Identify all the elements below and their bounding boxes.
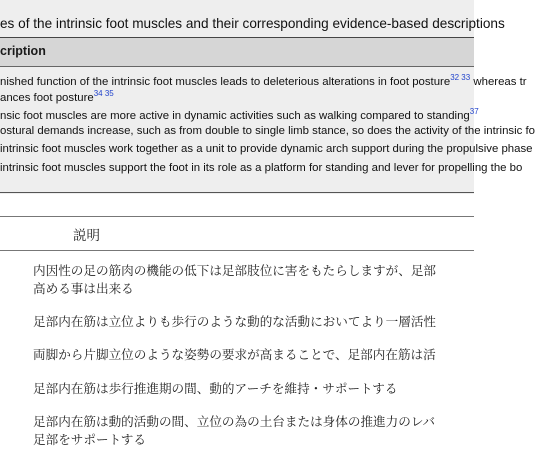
jp-table-row: 内因性の足の筋肉の機能の低下は足部肢位に害をもたらしますが、足部 高める事は出来る <box>33 263 436 296</box>
table-header-row <box>0 37 474 67</box>
jp-table-row: 足部内在筋は歩行推進期の間、動的アーチを維持・サポートする <box>33 381 398 396</box>
jp-header-rule <box>0 250 474 251</box>
jp-table-row: 足部内在筋は立位よりも歩行のような動的な活動においてより一層活性 <box>33 314 436 329</box>
reference: 34 35 <box>93 89 114 98</box>
jp-table-row: 両脚から片脚立位のような姿勢の要求が高まることで、足部内在筋は活 <box>33 347 436 362</box>
header-description: cription <box>0 44 46 58</box>
table-row: nsic foot muscles are more active in dynamic activities such as walking compared to standing$^{37}$ <box>0 107 479 122</box>
table-title: es of the intrinsic foot muscles and their corresponding evidence-based descriptions <box>0 16 505 31</box>
jp-table-row: 足部内在筋は動的活動の間、立位の為の土台または身体の推進力のレバ 足部をサポートする <box>33 414 436 447</box>
reference: 37 <box>469 107 479 116</box>
table-row: ostural demands increase, such as from double to single limb stance, so does the activity of the intrinsic fo <box>0 125 535 137</box>
table-row: intrinsic foot muscles work together as a unit to provide dynamic arch support during the propulsive phase <box>0 143 533 155</box>
english-table-image <box>0 0 535 194</box>
table-row: intrinsic foot muscles support the foot in its role as a platform for standing and lever for propelling the bo <box>0 162 523 174</box>
jp-table-top-rule <box>0 216 474 217</box>
jp-header-description: 説明 <box>73 228 100 244</box>
table-row: nished function of the intrinsic foot muscles leads to deleterious alterations in foot posture$^{32 33}$ whereas tr <box>0 73 527 88</box>
table-bottom-rule <box>0 192 474 193</box>
reference: 32 33 <box>450 73 471 82</box>
table-row-continued: ances foot posture$^{34 35}$ <box>0 89 114 104</box>
